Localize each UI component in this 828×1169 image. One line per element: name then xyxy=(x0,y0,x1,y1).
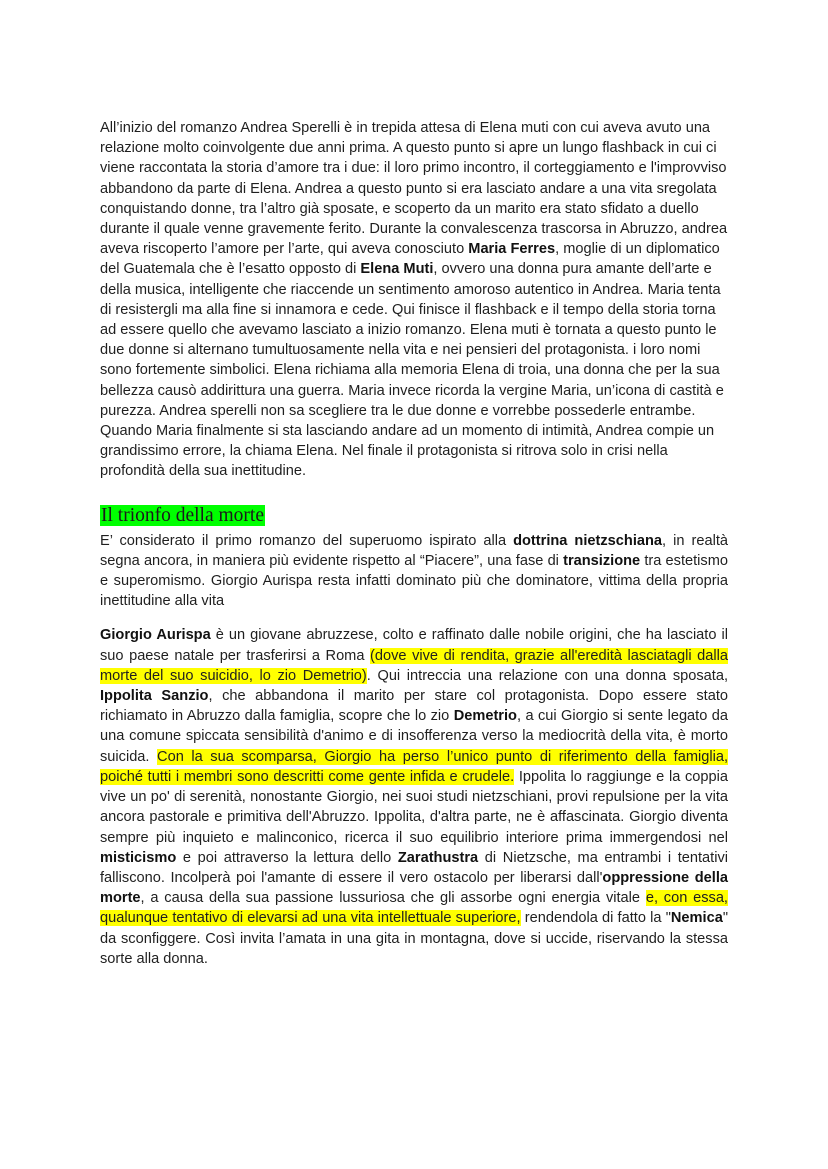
text-run: , a causa della sua passione lussuriosa che gli assorbe ogni energia vitale xyxy=(140,890,646,907)
text-run: , ovvero una donna pura amante dell’arte e della musica, intelligente che riaccende un sentimento amoroso autentico in Andrea. Maria tenta di resistergli ma alla fine si innamora e cede. Qui finisce il flashback e il tempo della storia torna ad essere quello che avevamo lasciato a inizio romanzo. Elena muti è tornata a questo punto le due donne si alternano tumultuosamente nella vita e nei pensieri del protagonista. i loro nomi sono fortemente simbolici. Elena richiama alla memoria Elena di troia, una donna che per la sua bellezza causò addirittura una guerra. Maria invece ricorda la vergine Maria, un’icona di castità e purezza. Andrea sperelli non sa scegliere tra le due donne e vorrebbe possederle entrambe. Quando Maria finalmente si sta lasciando andare ad un momento di intimità, Andrea compie un grandissimo errore, la chiama Elena. Nel finale il protagonista si ritrova solo in crisi nella profondità della sua inettitudine. xyxy=(100,261,724,480)
paragraph-trionfo-plot xyxy=(100,625,728,968)
section-heading-il-trionfo-della-morte: Il trionfo della morte xyxy=(101,504,264,526)
bold-term: Nemica xyxy=(670,910,723,927)
bold-term: dottrina nietzschiana xyxy=(513,532,663,549)
paragraph-il-piacere-plot xyxy=(100,118,728,482)
text-run: All’inizio del romanzo Andrea Sperelli è in trepida attesa di Elena muti con cui aveva avuto una relazione molto coinvolgente due anni prima. A questo punto si apre un lungo flashback in cui ci viene raccontata la storia d’amore tra i due: il loro primo incontro, il corteggiamento e l'improvviso abbandono da parte di Elena. Andrea a questo punto si era lasciato andare a una vita sregolata conquistando donne, tra l’altro già sposate, e scoperto da un marito era stato sfidato a duello durante il quale venne gravemente ferito. Durante la convalescenza trascorsa in Abruzzo, andrea aveva riscoperto l’amore per l’arte, qui aveva conosciuto xyxy=(100,120,728,258)
paragraph-trionfo-intro xyxy=(100,531,728,612)
text-run: , in realtà segna ancora, in maniera più evidente rispetto al “Piacere”, una fase di xyxy=(100,532,728,569)
text-run: " da sconfiggere. Così invita l’amata in una gita in montagna, dove si uccide, riservando la stessa sorte alla donna. xyxy=(100,910,728,967)
bold-term: Ippolita Sanzio xyxy=(100,688,209,705)
paragraph-spacer xyxy=(100,611,728,625)
highlighted-text: (dove vive di rendita, grazie all'eredità lasciatagli dalla morte del suo suicidio, lo zio Demetrio) xyxy=(100,647,728,684)
text-run: e poi attraverso la lettura dello xyxy=(176,849,398,866)
bold-term: transizione xyxy=(563,552,641,569)
text-run: E’ considerato il primo romanzo del superuomo ispirato alla xyxy=(100,532,514,549)
text-run: rendendola di fatto la " xyxy=(520,910,671,927)
bold-term: misticismo xyxy=(100,849,177,866)
text-run: , che abbandona il marito per stare col protagonista. Dopo essere stato richiamato in Abruzzo dalla famiglia, scopre che lo zio xyxy=(100,688,729,725)
text-run: , moglie di un diplomatico del Guatemala che è l’esatto opposto di xyxy=(100,241,720,278)
document-page xyxy=(100,118,728,969)
text-run: Ippolita lo raggiunge e la coppia vive un po' di serenità, nonostante Giorgio, nei suoi studi nietzschiani, provi repulsione per la vita ancora pastorale e primitiva dell'Abruzzo. Ippolita, d'altra parte, ne è affascinata. Giorgio diventa sempre più inquieto e malinconico, ricerca il suo equilibrio interiore prima immergendosi nel xyxy=(100,768,728,846)
bold-term: Zarathustra xyxy=(397,849,479,866)
text-run: tra estetismo e superomismo. Giorgio Aurispa resta infatti dominato più che dominatore, vittima della propria inettitudine alla vita xyxy=(100,552,728,610)
bold-term: Maria Ferres xyxy=(468,241,556,258)
highlighted-text: e, con essa, qualunque tentativo di elevarsi ad una vita intellettuale superiore, xyxy=(100,890,728,927)
text-run: . Qui intreccia una relazione con una donna sposata, xyxy=(366,667,729,684)
highlighted-text: Con la sua scomparsa, Giorgio ha perso l’unico punto di riferimento della famiglia, poiché tutti i membri sono descritti come gente infida e crudele. xyxy=(100,748,728,785)
bold-term: oppressione della morte xyxy=(100,869,728,907)
bold-term: Elena Muti xyxy=(360,261,434,278)
text-run: , a cui Giorgio si sente legato da una comune spiccata sensibilità d'animo e di insofferenza verso la mediocrità della vita, è morto suicida. xyxy=(100,708,728,765)
text-run: di Nietzsche, ma entrambi i tentativi falliscono. Incolperà poi l'amante di essere il vero ostacolo per liberarsi dall' xyxy=(100,849,729,886)
text-run: è un giovane abruzzese, colto e raffinato dalle nobile origini, che ha lasciato il suo paese natale per trasferirsi a Roma xyxy=(100,627,728,664)
bold-term: Demetrio xyxy=(453,708,517,725)
section-heading-wrap xyxy=(100,504,728,529)
bold-term: Giorgio Aurispa xyxy=(100,627,211,644)
